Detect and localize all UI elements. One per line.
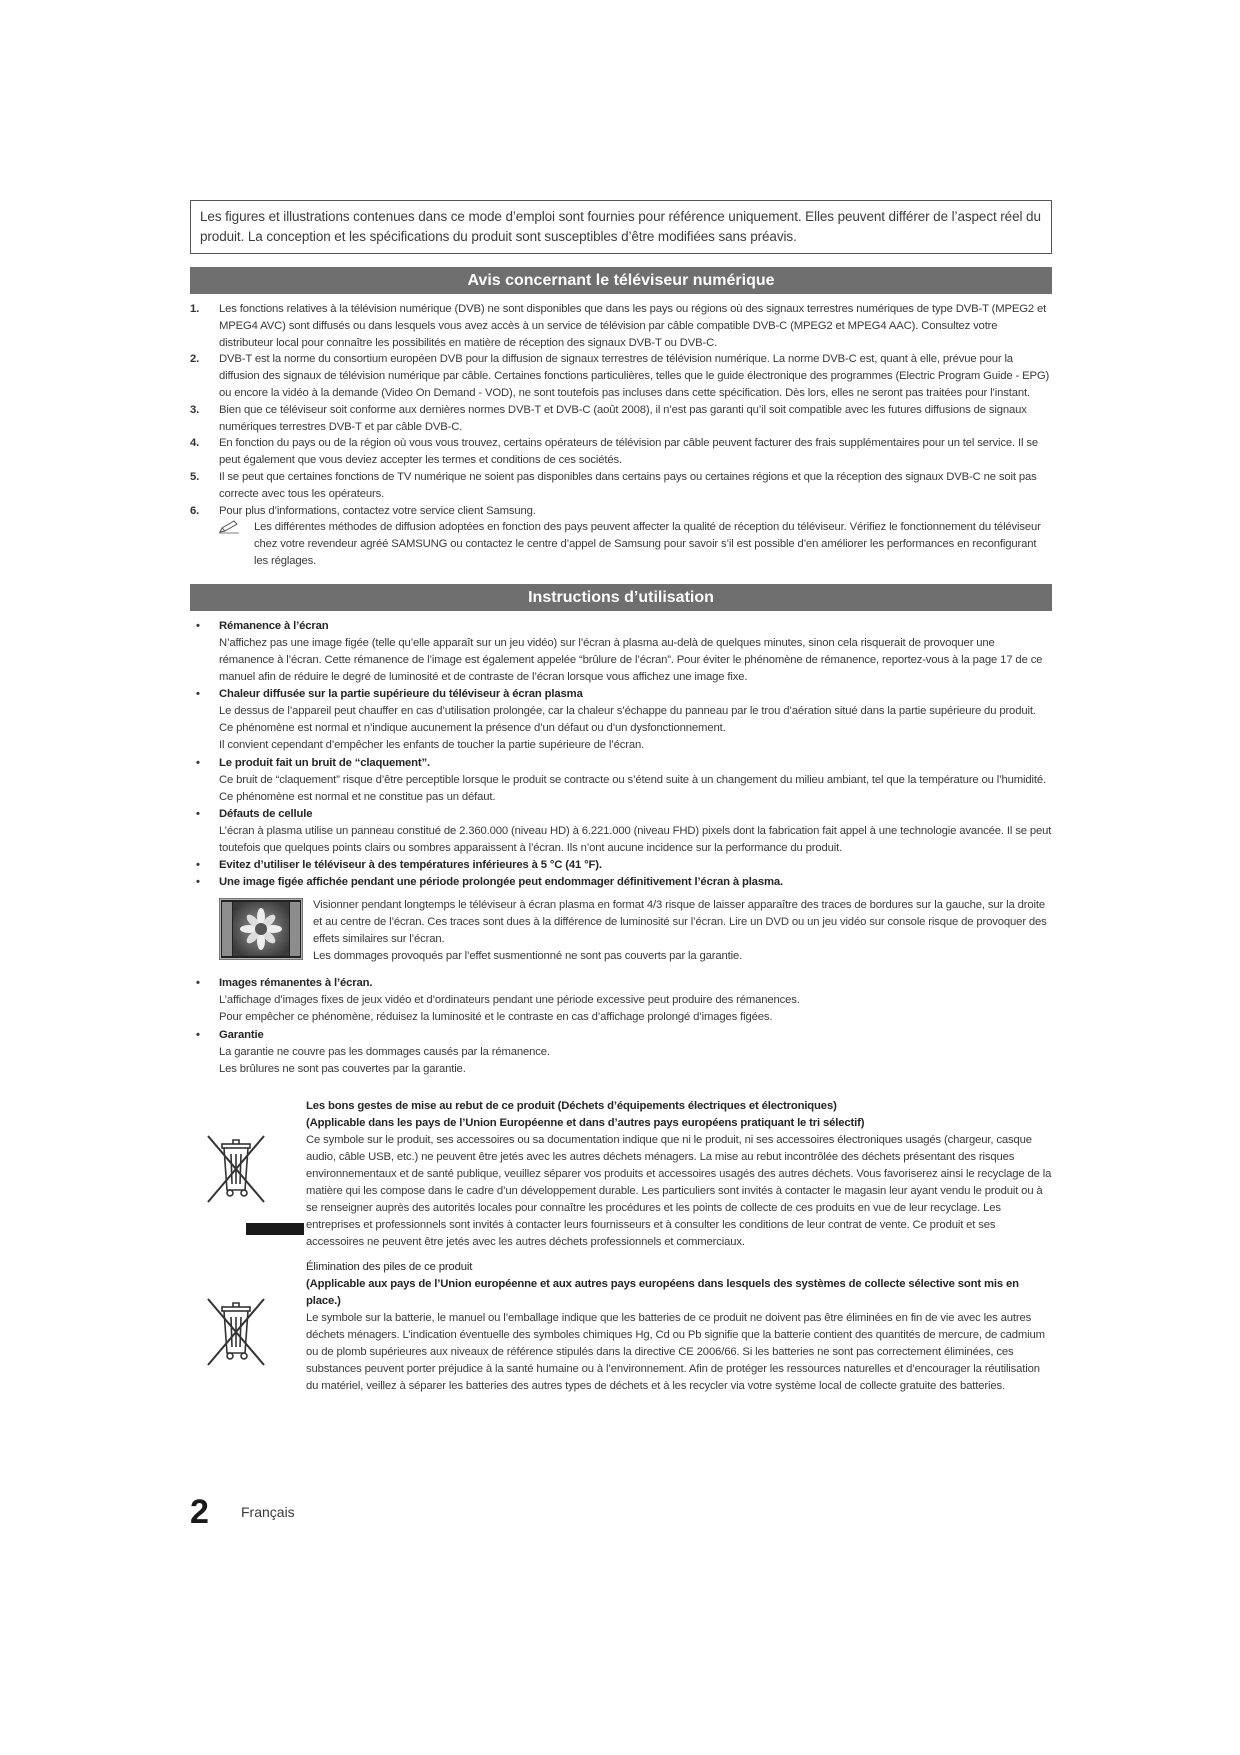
crossed-out-bin-icon bbox=[204, 1130, 268, 1206]
tv-flower-image bbox=[219, 898, 303, 960]
manual-page bbox=[190, 200, 1052, 1395]
weee-title: Les bons gestes de mise au rebut de ce produit (Déchets d’équipements électriques et électroniques) bbox=[306, 1099, 837, 1112]
disclaimer-box: Les figures et illustrations contenues dans ce mode d’emploi sont fournies pour référence uniquement. Elles peuvent différer de l’aspect réel du produit. La conception et les spécifications du produit sont susceptibles d’être modifiées sans préavis. bbox=[190, 200, 1052, 254]
battery-subtitle: (Applicable aux pays de l’Union européenne et aux autres pays européens dans lesquels des systèmes de collecte sélective sont mis en place.) bbox=[306, 1277, 1019, 1307]
list-item: 2. DVB-T est la norme du consortium européen DVB pour la diffusion de signaux terrestres de télévision numérique. La norme DVB-C est, quant à elle, prévue pour la diffusion des signaux de télévision numérique par câble. Certaines fonctions particulières, telles que le guide électronique des programmes (Electric Program Guide - EPG) ou encore la vidéo à la demande (Video On Demand - VOD), ne sont toutefois pas incluses dans cette spécification. Dès lors, elles ne seront pas traitées pour l’instant. bbox=[190, 353, 1050, 399]
list-item: 3. Bien que ce téléviseur soit conforme aux dernières normes DVB-T et DVB-C (août 2008), il n’est pas garanti qu’il soit compatible avec les futures diffusions de signaux numériques terrestres DVB-T et par câble DVB-C. bbox=[190, 403, 1027, 433]
list-item: • Evitez d’utiliser le téléviseur à des températures inférieures à 5 °C (41 °F). bbox=[196, 859, 602, 872]
list-item: • Le produit fait un bruit de “claquement”. Ce bruit de “claquement” risque d’être perceptible lorsque le produit se contracte ou s’étend suite à un changement du milieu ambiant, tel que la température ou l’humidité. Ce phénomène est normal et ne constitue pas un défaut. bbox=[196, 756, 1046, 803]
language-label: Français bbox=[241, 1504, 295, 1520]
list-item: • Chaleur diffusée sur la partie supérieure du téléviseur à écran plasma Le dessus de l’appareil peut chauffer en cas d’utilisation prolongée, car la chaleur s’échappe du panneau par le trou d’aération situé dans la partie supérieure du produit. Ce phénomène est normal et n’indique aucunement la présence d’un défaut ou d’un dysfonctionnement. Il convient cependant d’empêcher les enfants de toucher la partie supérieure de l’écran. bbox=[196, 688, 1036, 752]
list-item: • Garantie La garantie ne couvre pas les dommages causés par la rémanence. Les brûlures ne sont pas couvertes par la garantie. bbox=[196, 1028, 550, 1075]
weee-subtitle: (Applicable dans les pays de l’Union Européenne et dans d’autres pays européens pratiquant le tri sélectif) bbox=[306, 1116, 865, 1129]
pencil-note-icon bbox=[218, 520, 240, 534]
warranty-exclusion-text: Les dommages provoqués par l’effet susmentionné ne sont pas couverts par la garantie. bbox=[313, 950, 743, 963]
list-item: • Images rémanentes à l’écran. L’affichage d’images fixes de jeux vidéo et d’ordinateurs pendant une période excessive peut produire des rémanences. Pour empêcher ce phénomène, réduisez la luminosité et le contraste en cas d’affichage prolongé d’images figées. bbox=[196, 977, 800, 1024]
battery-title: Élimination des piles de ce produit bbox=[306, 1260, 473, 1273]
battery-text: Le symbole sur la batterie, le manuel ou l’emballage indique que les batteries de ce produit ne doivent pas être éliminées en fin de vie avec les autres déchets ménagers. L’indication éventuelle des symboles chimiques Hg, Cd ou Pb signifie que la batterie contient des quantités de mercure, de cadmium ou de plomb supérieures aux niveaux de référence stipulés dans la directive CE 2006/66. Si les batteries ne sont pas correctement éliminées, ces substances peuvent porter préjudice à la santé humaine ou à l’environnement. Afin de protéger les ressources naturelles et d’encourager la réutilisation du matériel, veillez à séparer les batteries des autres types de déchets et à les recycler via votre système local de collecte gratuite des batteries. bbox=[306, 1311, 1045, 1392]
section-header-instructions: Instructions d’utilisation bbox=[190, 584, 1052, 611]
digital-tv-notice-list bbox=[190, 301, 1052, 519]
instructions-list bbox=[190, 618, 1052, 892]
list-item: 4. En fonction du pays ou de la région où vous vous trouvez, certains opérateurs de télévision par câble peuvent facturer des frais supplémentaires pour un tel service. Il se peut également que vous deviez accepter les termes et conditions de ces sociétés. bbox=[190, 437, 1038, 467]
list-item: 1. Les fonctions relatives à la télévision numérique (DVB) ne sont disponibles que dans les pays ou régions où des signaux terrestres numériques de type DVB-T (MPEG2 et MPEG4 AVC) sont diffusés ou dans lesquels vous avez accès à un service de télévision par câble compatible DVB-C (MPEG2 et MPEG4 AAC). Consultez votre distributeur local pour connaître les possibilités en matière de réception des signaux DVB-T ou DVB-C. bbox=[190, 303, 1047, 349]
page-number: 2 bbox=[190, 1493, 209, 1531]
section-header-digital-tv: Avis concernant le téléviseur numérique bbox=[190, 267, 1052, 294]
weee-text: Ce symbole sur le produit, ses accessoires ou sa documentation indique que ni le produit, ni ses accessoires électroniques usagés (chargeur, casque audio, câble USB, etc.) ne peuvent être jetés avec les autres déchets ménagers. La mise au rebut incontrôlée des déchets présentant des risques environnementaux et de santé publique, veuillez séparer vos produits et accessoires usagés des autres déchets. Vous favoriserez ainsi le recyclage de la matière qui les compose dans le cadre d’un développement durable. Les particuliers sont invités à contacter le magasin leur ayant vendu le produit ou à se renseigner auprès des autorités locales pour connaître les procédures et les points de collecte de ces produits en vue de leur recyclage. Les entreprises et professionnels sont invités à contacter leurs fournisseurs et à consulter les conditions de leur contrat de vente. Ce produit et ses accessoires ne peuvent être jetés avec les autres déchets professionnels et commerciaux. bbox=[306, 1133, 1052, 1248]
list-item: 5. Il se peut que certaines fonctions de TV numérique ne soient pas disponibles dans certains pays ou certaines régions et que la réception des signaux DVB-C ne soit pas correcte avec tous les opérateurs. bbox=[190, 470, 1037, 500]
list-item: • Défauts de cellule L’écran à plasma utilise un panneau constitué de 2.360.000 (niveau HD) à 6.221.000 (niveau FHD) pixels dont la fabrication fait appel à une technologie avancée. Il se peut toutefois que quelques points clairs ou sombres apparaissent à l’écran. Ils n’ont aucune incidence sur la performance du produit. bbox=[196, 807, 1052, 854]
disposal-section bbox=[190, 1098, 1052, 1395]
list-item: • Rémanence à l’écran N’affichez pas une image figée (telle qu’elle apparaît sur un jeu vidéo) sur l’écran à plasma au-delà de quelques minutes, sinon cela risquerait de provoquer une rémanence à l’écran. Cette rémanence de l’image est également appelée “brûlure de l’écran”. Pour éviter le phénomène de rémanence, reportez-vous à la page 17 de ce manuel afin de réduire le degré de luminosité et de contraste de l’écran lorsque vous affichez une image fixe. bbox=[196, 619, 1043, 684]
list-item: • Une image figée affichée pendant une période prolongée peut endommager définitivement l’écran à plasma. bbox=[196, 876, 783, 889]
list-item: 6. Pour plus d’informations, contactez votre service client Samsung. bbox=[190, 504, 536, 517]
reception-note: Les différentes méthodes de diffusion adoptées en fonction des pays peuvent affecter la qualité de réception du téléviseur. Vérifiez le fonctionnement du téléviseur chez votre revendeur agréé SAMSUNG ou contactez le centre d’appel de Samsung pour savoir s’il est possible d’en améliorer les performances en reconfigurant les réglages. bbox=[190, 519, 1052, 569]
instructions-list-continued bbox=[190, 975, 1052, 1078]
bin-underline-bar bbox=[246, 1223, 304, 1235]
screen-burn-illustration-row bbox=[219, 897, 1052, 965]
battery-crossed-out-bin-icon bbox=[204, 1293, 268, 1369]
screen-burn-text: Visionner pendant longtemps le téléviseur à écran plasma en format 4/3 risque de laisser apparaître des traces de bordures sur la gauche, sur la droite et au centre de l’écran. Ces traces sont dues à la différence de luminosité sur l’écran. Lire un DVD ou un jeu vidéo sur console risque de provoquer des effets similaires sur l’écran. bbox=[313, 899, 1047, 946]
page-footer bbox=[190, 1492, 490, 1532]
